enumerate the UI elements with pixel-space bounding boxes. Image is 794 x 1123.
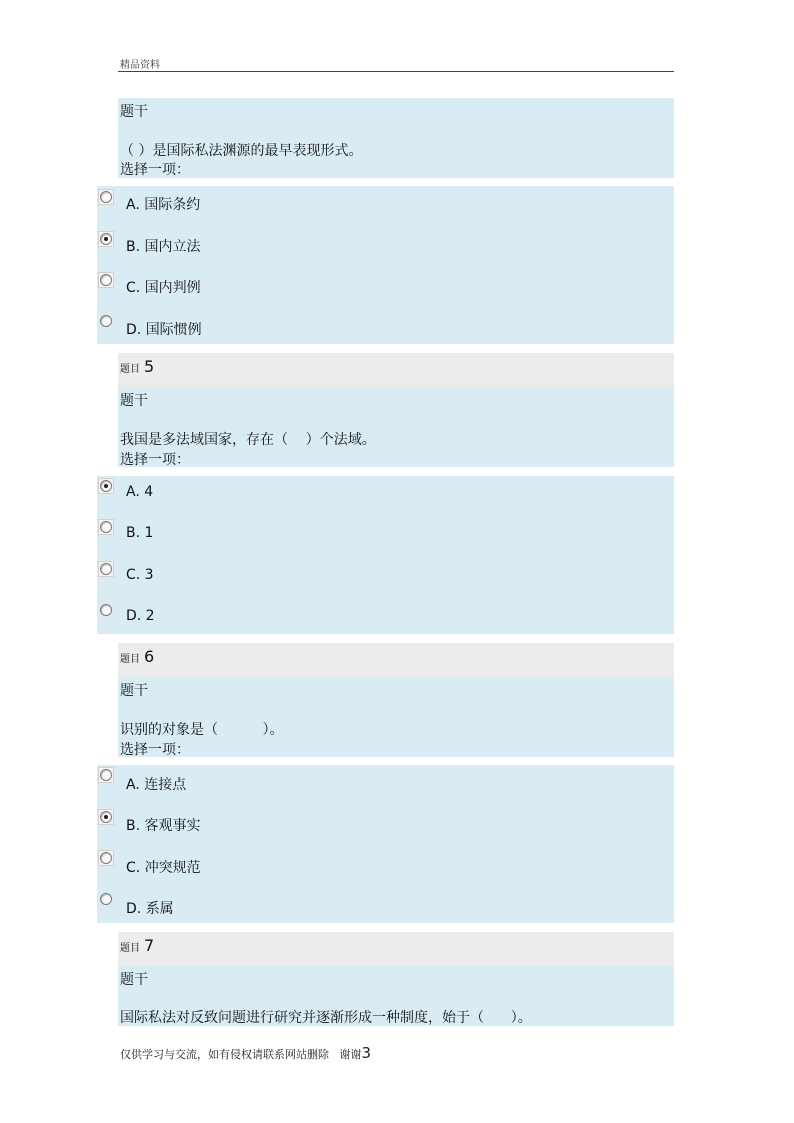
q6-stem-panel bbox=[118, 677, 674, 757]
q7-title: 题目 7 bbox=[120, 936, 155, 955]
q6-option-b[interactable]: B. 客观事实 bbox=[126, 818, 201, 834]
q4-question-text: （ ）是国际私法渊源的最早表现形式。 bbox=[120, 143, 363, 159]
footer-note: 仅供学习与交流，如有侵权请联系网站删除 谢谢 bbox=[120, 1048, 362, 1061]
q6-option-d[interactable]: D. 系属 bbox=[126, 901, 174, 917]
q5-option-d[interactable]: D. 2 bbox=[126, 608, 155, 624]
q7-title-bar bbox=[118, 932, 674, 966]
q6-question-text: 识别的对象是（ ）。 bbox=[120, 722, 284, 738]
q6-option-c-radio[interactable] bbox=[100, 852, 112, 864]
q6-option-c[interactable]: C. 冲突规范 bbox=[126, 860, 201, 876]
q5-option-d-radio[interactable] bbox=[100, 604, 112, 616]
q4-option-b[interactable]: B. 国内立法 bbox=[126, 239, 201, 255]
q6-title-bar bbox=[118, 643, 674, 677]
q4-option-d[interactable]: D. 国际惯例 bbox=[126, 322, 202, 338]
q4-option-d-radio[interactable] bbox=[100, 315, 112, 327]
q4-option-b-radio[interactable] bbox=[100, 233, 112, 245]
q4-stem-label: 题干 bbox=[120, 104, 148, 120]
q7-stem-label: 题干 bbox=[120, 972, 148, 988]
q4-stem-panel bbox=[118, 98, 674, 178]
q6-option-b-radio[interactable] bbox=[100, 811, 112, 823]
q6-option-d-radio[interactable] bbox=[100, 893, 112, 905]
q5-option-b-radio[interactable] bbox=[100, 521, 112, 533]
q4-option-c[interactable]: C. 国内判例 bbox=[126, 280, 201, 296]
q7-question-text: 国际私法对反致问题进行研究并逐渐形成一种制度，始于（ ）。 bbox=[120, 1010, 532, 1026]
footer bbox=[120, 1044, 371, 1062]
q4-option-a-radio[interactable] bbox=[100, 191, 112, 203]
q5-options-panel bbox=[97, 476, 674, 634]
q5-option-c[interactable]: C. 3 bbox=[126, 567, 154, 583]
q6-choose-label: 选择一项： bbox=[120, 742, 190, 758]
q5-title-bar bbox=[118, 353, 674, 387]
q6-option-a[interactable]: A. 连接点 bbox=[126, 777, 187, 793]
q5-option-a[interactable]: A. 4 bbox=[126, 484, 154, 500]
q6-title: 题目 6 bbox=[120, 647, 155, 666]
q5-title: 题目 5 bbox=[120, 357, 155, 376]
header-divider bbox=[118, 71, 674, 72]
q5-stem-label: 题干 bbox=[120, 393, 148, 409]
page-number: 3 bbox=[361, 1044, 372, 1062]
q6-stem-label: 题干 bbox=[120, 683, 148, 699]
q4-option-c-radio[interactable] bbox=[100, 274, 112, 286]
q5-stem-panel bbox=[118, 387, 674, 467]
header-label: 精品资料 bbox=[120, 60, 160, 71]
q5-option-a-radio[interactable] bbox=[100, 480, 112, 492]
q6-option-a-radio[interactable] bbox=[100, 769, 112, 781]
q5-choose-label: 选择一项： bbox=[120, 452, 190, 468]
q5-option-c-radio[interactable] bbox=[100, 563, 112, 575]
q5-option-b[interactable]: B. 1 bbox=[126, 525, 154, 541]
q4-choose-label: 选择一项： bbox=[120, 162, 190, 178]
q4-option-a[interactable]: A. 国际条约 bbox=[126, 197, 201, 213]
q5-question-text: 我国是多法域国家，存在（ ）个法域。 bbox=[120, 432, 376, 448]
